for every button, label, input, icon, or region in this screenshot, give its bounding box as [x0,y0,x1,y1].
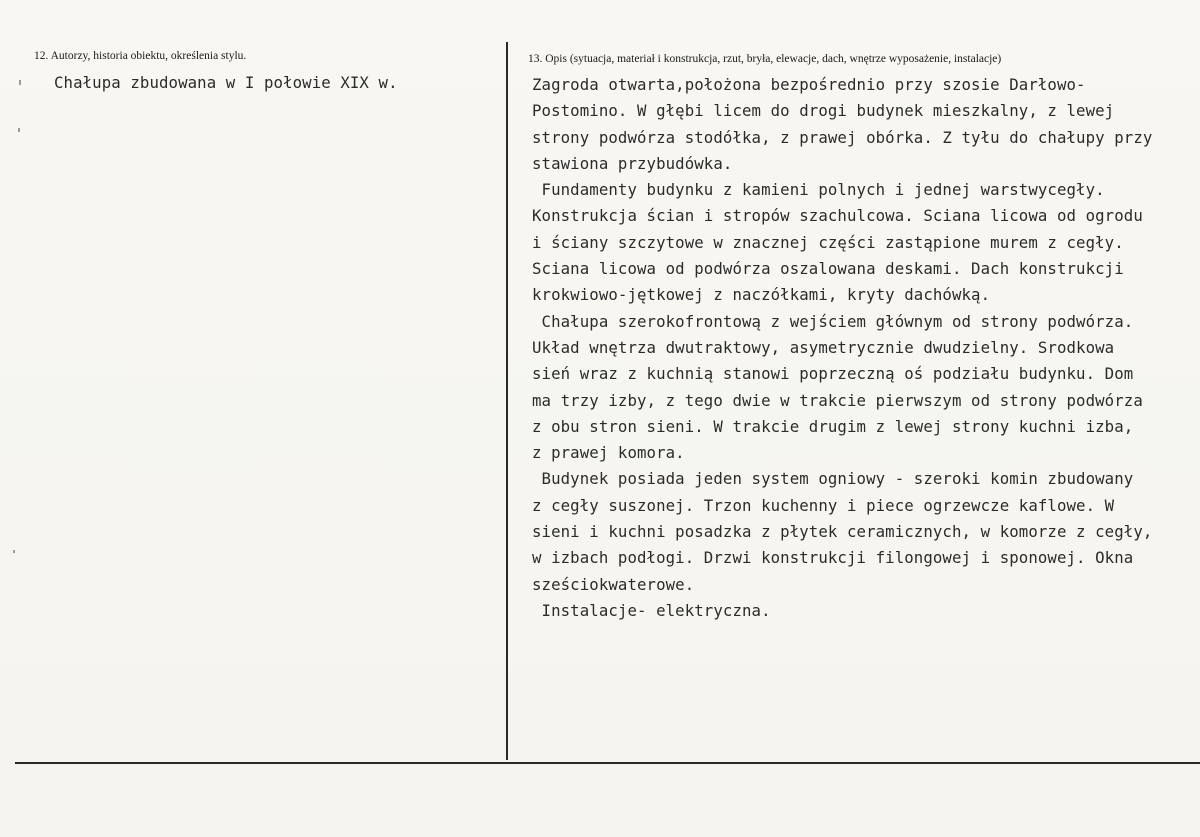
description-line: Fundamenty budynku z kamieni polnych i jednej warstwycegły. [532,180,1105,200]
description-line: Konstrukcja ścian i stropów szachulcowa. Sciana licowa od ogrodu [532,206,1143,226]
description-line: w izbach podłogi. Drzwi konstrukcji filongowej i sponowej. Okna [532,548,1134,568]
description-line: stawiona przybudówka. [532,153,733,173]
description-line: z obu stron sieni. W trakcie drugim z lewej strony kuchni izba, [532,416,1134,436]
description-line: Instalacje- elektryczna. [532,600,771,620]
bottom-rule [15,762,1200,764]
description-line: sześciokwaterowe. [532,574,695,594]
description-line: krokwiowo-jętkowej z naczółkami, kryty dachówką. [532,285,991,305]
description-line: ma trzy izby, z tego dwie w trakcie pierwszym od strony podwórza [532,390,1143,410]
description-line: i ściany szczytowe w znacznej części zastąpione murem z cegły. [532,232,1124,252]
column-divider [506,42,508,760]
description-line: strony podwórza stodółka, z prawej obórka. Z tyłu do chałupy przy [532,127,1153,147]
description-line: sieni i kuchni posadzka z płytek ceramicznych, w komorze z cegły, [532,522,1153,542]
description-line: sień wraz z kuchnią stanowi poprzeczną oś podziału budynku. Dom [532,364,1134,384]
field-13-description [532,72,1200,624]
description-line: Postomino. W głębi licem do drogi budynek mieszkalny, z lewej [532,101,1115,121]
description-line: Zagroda otwarta,położona bezpośrednio przy szosie Darłowo- [532,75,1086,94]
paper-speck [18,128,20,132]
field-12-text: Chałupa zbudowana w I połowie XIX w. [54,73,398,92]
description-line: z prawej komora. [532,443,685,463]
paper-speck [13,550,15,553]
field-12-header: 12. Autorzy, historia obiektu, określenia stylu. [34,50,247,62]
description-line: z cegły suszonej. Trzon kuchenny i piece ogrzewcze kaflowe. W [532,495,1115,515]
description-line: Układ wnętrza dwutraktowy, asymetrycznie dwudzielny. Srodkowa [532,337,1115,357]
field-13-header: 13. Opis (sytuacja, materiał i konstrukcja, rzut, bryła, elewacje, dach, wnętrze wyposażenie, instalacje) [528,53,1002,65]
description-line: Chałupa szerokofrontową z wejściem głównym od strony podwórza. [532,311,1134,331]
paper-speck [19,80,21,85]
description-line: Sciana licowa od podwórza oszalowana deskami. Dach konstrukcji [532,259,1124,279]
description-line: Budynek posiada jeden system ogniowy - szeroki komin zbudowany [532,469,1134,489]
